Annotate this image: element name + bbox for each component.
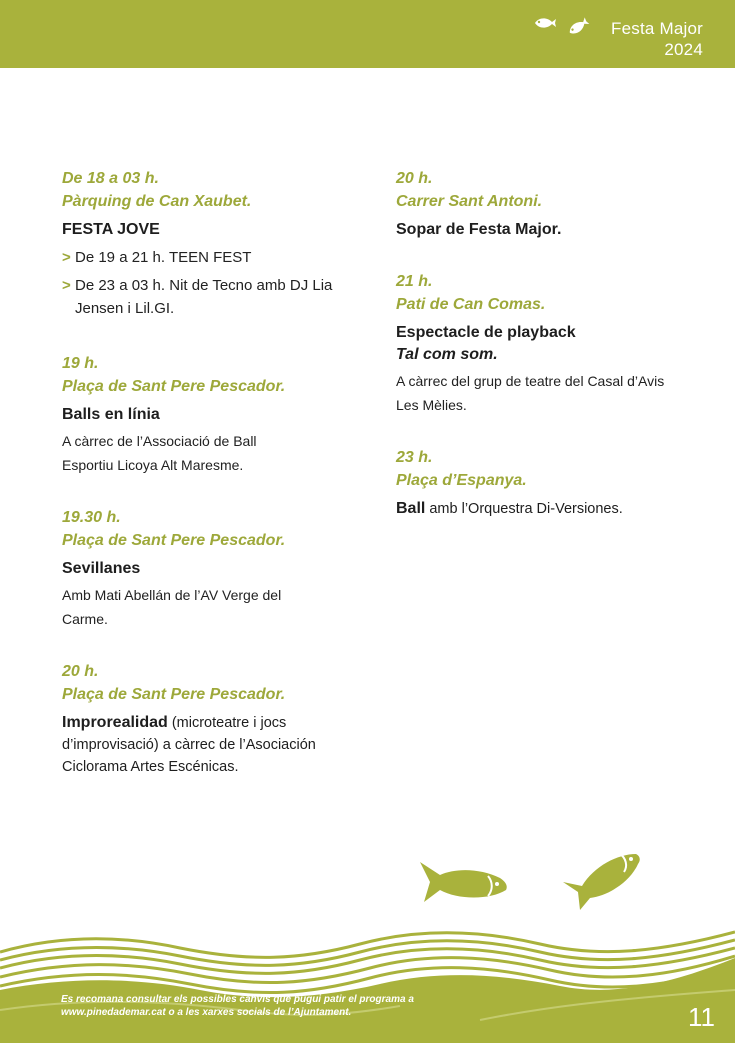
bullet-marker: > [62,249,71,266]
event-balls-en-linia [62,352,362,477]
page-number: 11 [688,1002,715,1032]
event-title: Balls en línia [62,406,160,423]
event-place: Pàrquing de Can Xaubet. [62,193,252,210]
fish-illustration [420,862,507,902]
sub-item [62,274,345,320]
event-time: 23 h. [396,449,433,466]
event-subtitle: Tal com som. [396,346,498,363]
event-title: Espectacle de playback [396,324,576,341]
event-description: (microteatre i jocs d’improvisació) a càrrec de l’Asociación Ciclorama Artes Escénicas. [62,715,316,775]
event-description: A càrrec de l’Associació de Ball Esportiu Licoya Alt Maresme. [62,433,257,473]
event-ball [396,446,696,520]
bullet-marker: > [62,277,71,294]
event-title: Sopar de Festa Major. [396,221,562,238]
event-place: Carrer Sant Antoni. [396,193,543,210]
event-title: Sevillanes [62,560,141,577]
event-description: amb l’Orquestra Di-Versiones. [425,501,623,517]
event-time: 20 h. [62,663,99,680]
sub-item-text: De 23 a 03 h. Nit de Tecno amb DJ Lia Jensen i Lil.GI. [75,277,333,317]
fish-icon [533,14,557,32]
event-description: A càrrec del grup de teatre del Casal d’Avis Les Mèlies. [396,373,665,413]
event-title: FESTA JOVE [62,221,160,238]
event-place: Plaça de Sant Pere Pescador. [62,686,286,703]
event-place: Plaça d’Espanya. [396,472,527,489]
event-sevillanes [62,506,362,631]
sub-item-text: De 19 a 21 h. TEEN FEST [75,249,252,266]
left-column [62,167,362,807]
event-title: Ball [396,500,426,517]
event-title-line [396,498,696,520]
event-time: 19.30 h. [62,509,121,526]
header-title-line1: Festa Major [611,19,703,38]
event-title-line [62,712,342,778]
event-festa-jove [62,167,362,320]
event-place: Pati de Can Comas. [396,296,546,313]
event-time: 19 h. [62,355,99,372]
header-title-line2: 2024 [664,40,703,59]
event-playback [396,270,696,417]
sub-item [62,246,362,269]
event-improrealidad [62,660,362,778]
event-sopar [396,167,696,241]
event-time: De 18 a 03 h. [62,170,159,187]
footer-note: Es recomana consultar els possibles canvis que pugui patir el programa a www.pinedademar.cat o a les xarxes socials de l’Ajuntament. [61,994,414,1018]
event-time: 21 h. [396,273,433,290]
event-place: Plaça de Sant Pere Pescador. [62,532,286,549]
jumping-fish-illustration [563,854,640,910]
page-header [0,0,735,68]
jumping-fish-icon [566,16,590,38]
event-time: 20 h. [396,170,433,187]
event-place: Plaça de Sant Pere Pescador. [62,378,286,395]
header-title [611,18,703,60]
event-description: Amb Mati Abellán de l’AV Verge del Carme. [62,587,282,627]
right-column [396,167,696,549]
event-title: Improrealidad [62,714,168,731]
